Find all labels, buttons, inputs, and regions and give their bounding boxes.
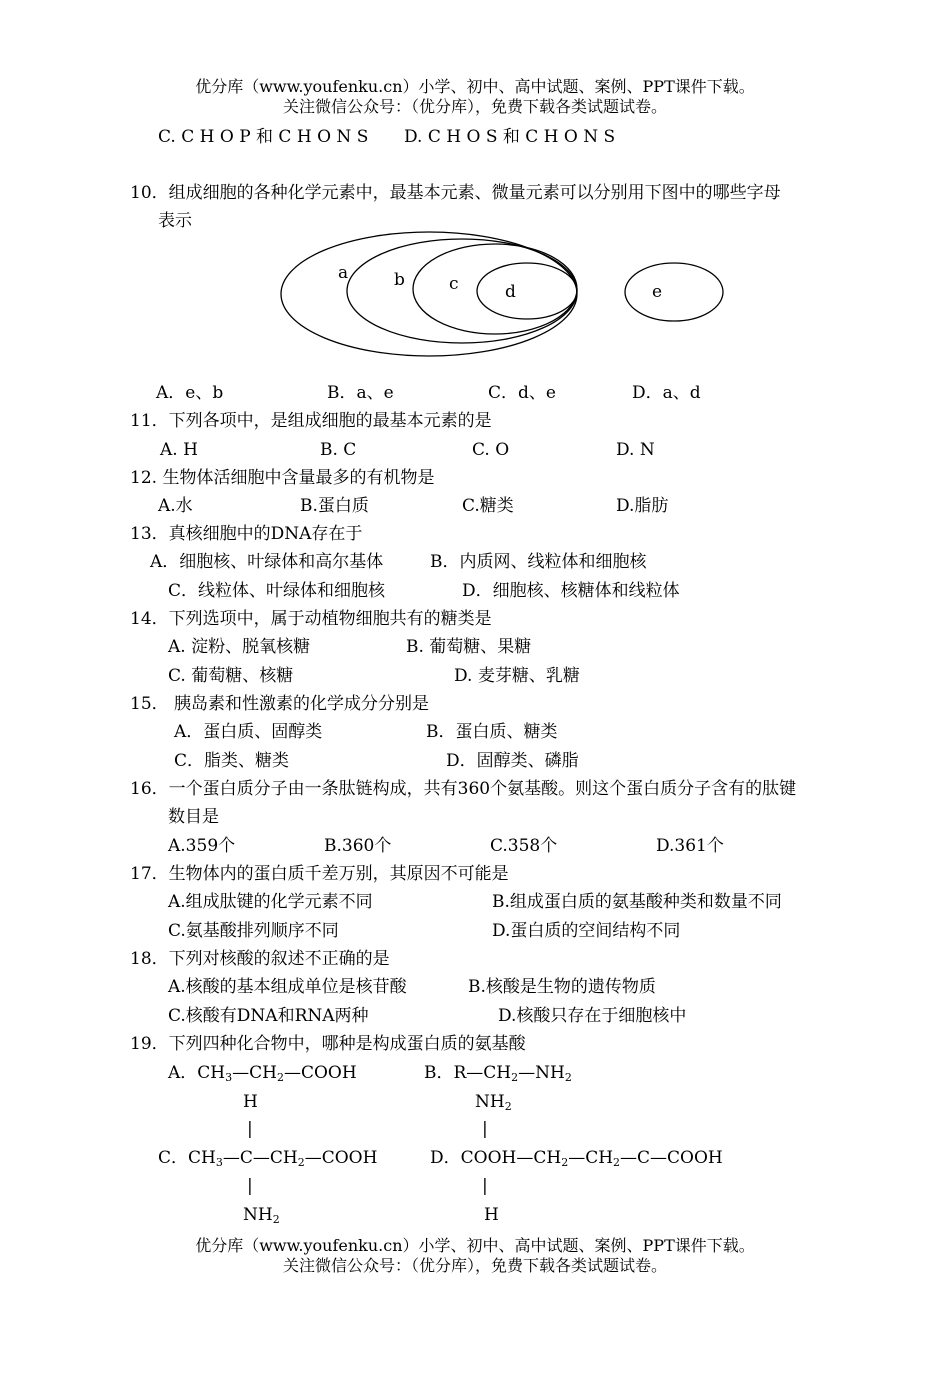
q13-stem: 13．真核细胞中的DNA存在于 [130,524,363,544]
q19-b-formula-1: R—CH [453,1063,512,1083]
q10-stem-line-1: 10．组成细胞的各种化学元素中，最基本元素、微量元素可以分别用下图中的哪些字母 [130,183,781,203]
q19-d-bottom-bond: | [482,1176,488,1196]
label-c: c [449,274,459,294]
q13-option-d: D．细胞核、核糖体和线粒体 [462,581,680,601]
q19-a-formula-1: CH [197,1063,226,1083]
q19-a-formula-2: —CH [232,1063,277,1083]
q12-option-a: A.水 [158,496,193,516]
q10-option-b: B．a、e [327,383,394,403]
footer-line-2: 关注微信公众号：（优分库），免费下载各类试题试卷。 [282,1256,667,1275]
q10-option-d: D．a、d [632,383,701,403]
q19-option-d [430,1149,723,1170]
q18-option-c: C.核酸有DNA和RNA两种 [168,1006,369,1026]
q18-stem: 18．下列对核酸的叙述不正确的是 [130,949,390,969]
q11-option-b: B. C [320,440,357,460]
q17-stem: 17．生物体内的蛋白质千差万别，其原因不可能是 [130,864,509,884]
q19-d-top-bond: | [482,1119,488,1139]
q19-b-label: B． [424,1063,454,1083]
q19-c-formula-3: —COOH [304,1148,378,1168]
q17-option-c: C.氨基酸排列顺序不同 [168,921,339,941]
q9-option-c: C. C H O P 和 C H O N S [158,127,369,147]
q18-option-b: B.核酸是生物的遗传物质 [468,977,656,997]
q14-stem: 14．下列选项中，属于动植物细胞共有的糖类是 [130,609,492,629]
q14-option-d: D. 麦芽糖、乳糖 [454,666,580,686]
q19-c-top-h: H [243,1092,258,1112]
q16-option-c: C.358个 [490,836,558,856]
q10-stem-line-2: 表示 [158,211,192,231]
q16-option-a: A.359个 [168,836,236,856]
q10-option-a: A．e、b [156,383,224,403]
q19-c-top-bond: | [247,1119,253,1139]
q13-option-a: A．细胞核、叶绿体和高尔基体 [150,552,384,572]
q16-option-d: D.361个 [656,836,724,856]
q19-d-label: D． [430,1148,461,1168]
element-venn-diagram [0,0,950,380]
q11-stem: 11．下列各项中，是组成细胞的最基本元素的是 [130,411,492,431]
q19-b-formula-2: —NH [518,1063,565,1083]
q12-option-b: B.蛋白质 [300,496,369,516]
q16-option-b: B.360个 [324,836,392,856]
label-d: d [505,282,516,302]
q19-d-top-nh2: $NH_2$ [475,1092,512,1113]
q19-c-label: C． [158,1148,189,1168]
q16-stem-line-2: 数目是 [168,807,219,827]
q19-c-sub-2: 2 [297,1156,305,1169]
q19-d-formula-3: —C—COOH [620,1148,723,1168]
ellipse-c [413,244,577,334]
q11-option-d: D. N [616,440,655,460]
q16-stem-line-1: 16．一个蛋白质分子由一条肽链构成，共有360个氨基酸。则这个蛋白质分子含有的肽键 [130,779,797,799]
q14-option-a: A. 淀粉、脱氧核糖 [168,637,311,657]
q19-stem: 19．下列四种化合物中，哪种是构成蛋白质的氨基酸 [130,1034,526,1054]
q19-d-sub-1: 2 [561,1156,569,1169]
q19-d-bottom-h: H [484,1205,499,1225]
footer-line-1: 优分库（www.youfenku.cn）小学、初中、高中试题、案例、PPT课件下载。 [195,1236,755,1255]
q13-option-c: C．线粒体、叶绿体和细胞核 [168,581,386,601]
q19-d-formula-1: COOH—CH [460,1148,562,1168]
q19-option-b [424,1064,572,1085]
q11-option-c: C. O [472,440,510,460]
q19-c-formula-1: CH [188,1148,216,1168]
label-a: a [338,263,349,283]
label-b: b [394,270,405,290]
q19-c-bottom-bond: | [247,1176,253,1196]
q12-option-c: C.糖类 [462,496,514,516]
ellipse-d [477,263,577,319]
q12-option-d: D.脂肪 [616,496,669,516]
q14-option-c: C. 葡萄糖、核糖 [168,666,294,686]
label-e: e [652,282,663,302]
q12-stem: 12. 生物体活细胞中含量最多的有机物是 [130,468,435,488]
header-line-1: 优分库（www.youfenku.cn）小学、初中、高中试题、案例、PPT课件下载。 [195,77,755,96]
q13-option-b: B．内质网、线粒体和细胞核 [430,552,647,572]
q19-a-sub-2: 2 [276,1071,284,1084]
q19-a-label: A． [168,1063,198,1083]
q19-d-sub-2: 2 [613,1156,621,1169]
q19-a-sub-1: 3 [225,1071,233,1084]
q19-b-sub-1: 2 [511,1071,519,1084]
q9-option-d: D. C H O S 和 C H O N S [404,127,616,147]
q14-option-b: B. 葡萄糖、果糖 [406,637,532,657]
q10-option-c: C．d、e [488,383,556,403]
q17-option-d: D.蛋白质的空间结构不同 [492,921,681,941]
ellipse-e [625,263,723,321]
q19-d-formula-2: —CH [568,1148,614,1168]
ellipse-a [281,232,577,356]
q17-option-b: B.组成蛋白质的氨基酸种类和数量不同 [492,892,782,912]
q18-option-a: A.核酸的基本组成单位是核苷酸 [168,977,407,997]
q19-a-formula-3: —COOH [283,1063,357,1083]
q15-stem: 15． 胰岛素和性激素的化学成分分别是 [130,694,430,714]
q18-option-d: D.核酸只存在于细胞核中 [498,1006,687,1026]
q17-option-a: A.组成肽键的化学元素不同 [168,892,373,912]
q15-option-b: B．蛋白质、糖类 [426,722,558,742]
header-line-2: 关注微信公众号：（优分库），免费下载各类试题试卷。 [282,97,667,116]
q19-c-bottom-nh2: $NH_2$ [243,1205,280,1226]
q19-c-sub-1: 3 [215,1156,223,1169]
q19-option-a [168,1064,357,1085]
q19-b-sub-2: 2 [564,1071,572,1084]
q11-option-a: A. H [160,440,198,460]
q15-option-d: D．固醇类、磷脂 [446,751,579,771]
q15-option-a: A．蛋白质、固醇类 [174,722,323,742]
q19-c-formula-2: —C—CH [222,1148,298,1168]
q19-option-c [158,1149,377,1170]
q15-option-c: C．脂类、糖类 [174,751,290,771]
